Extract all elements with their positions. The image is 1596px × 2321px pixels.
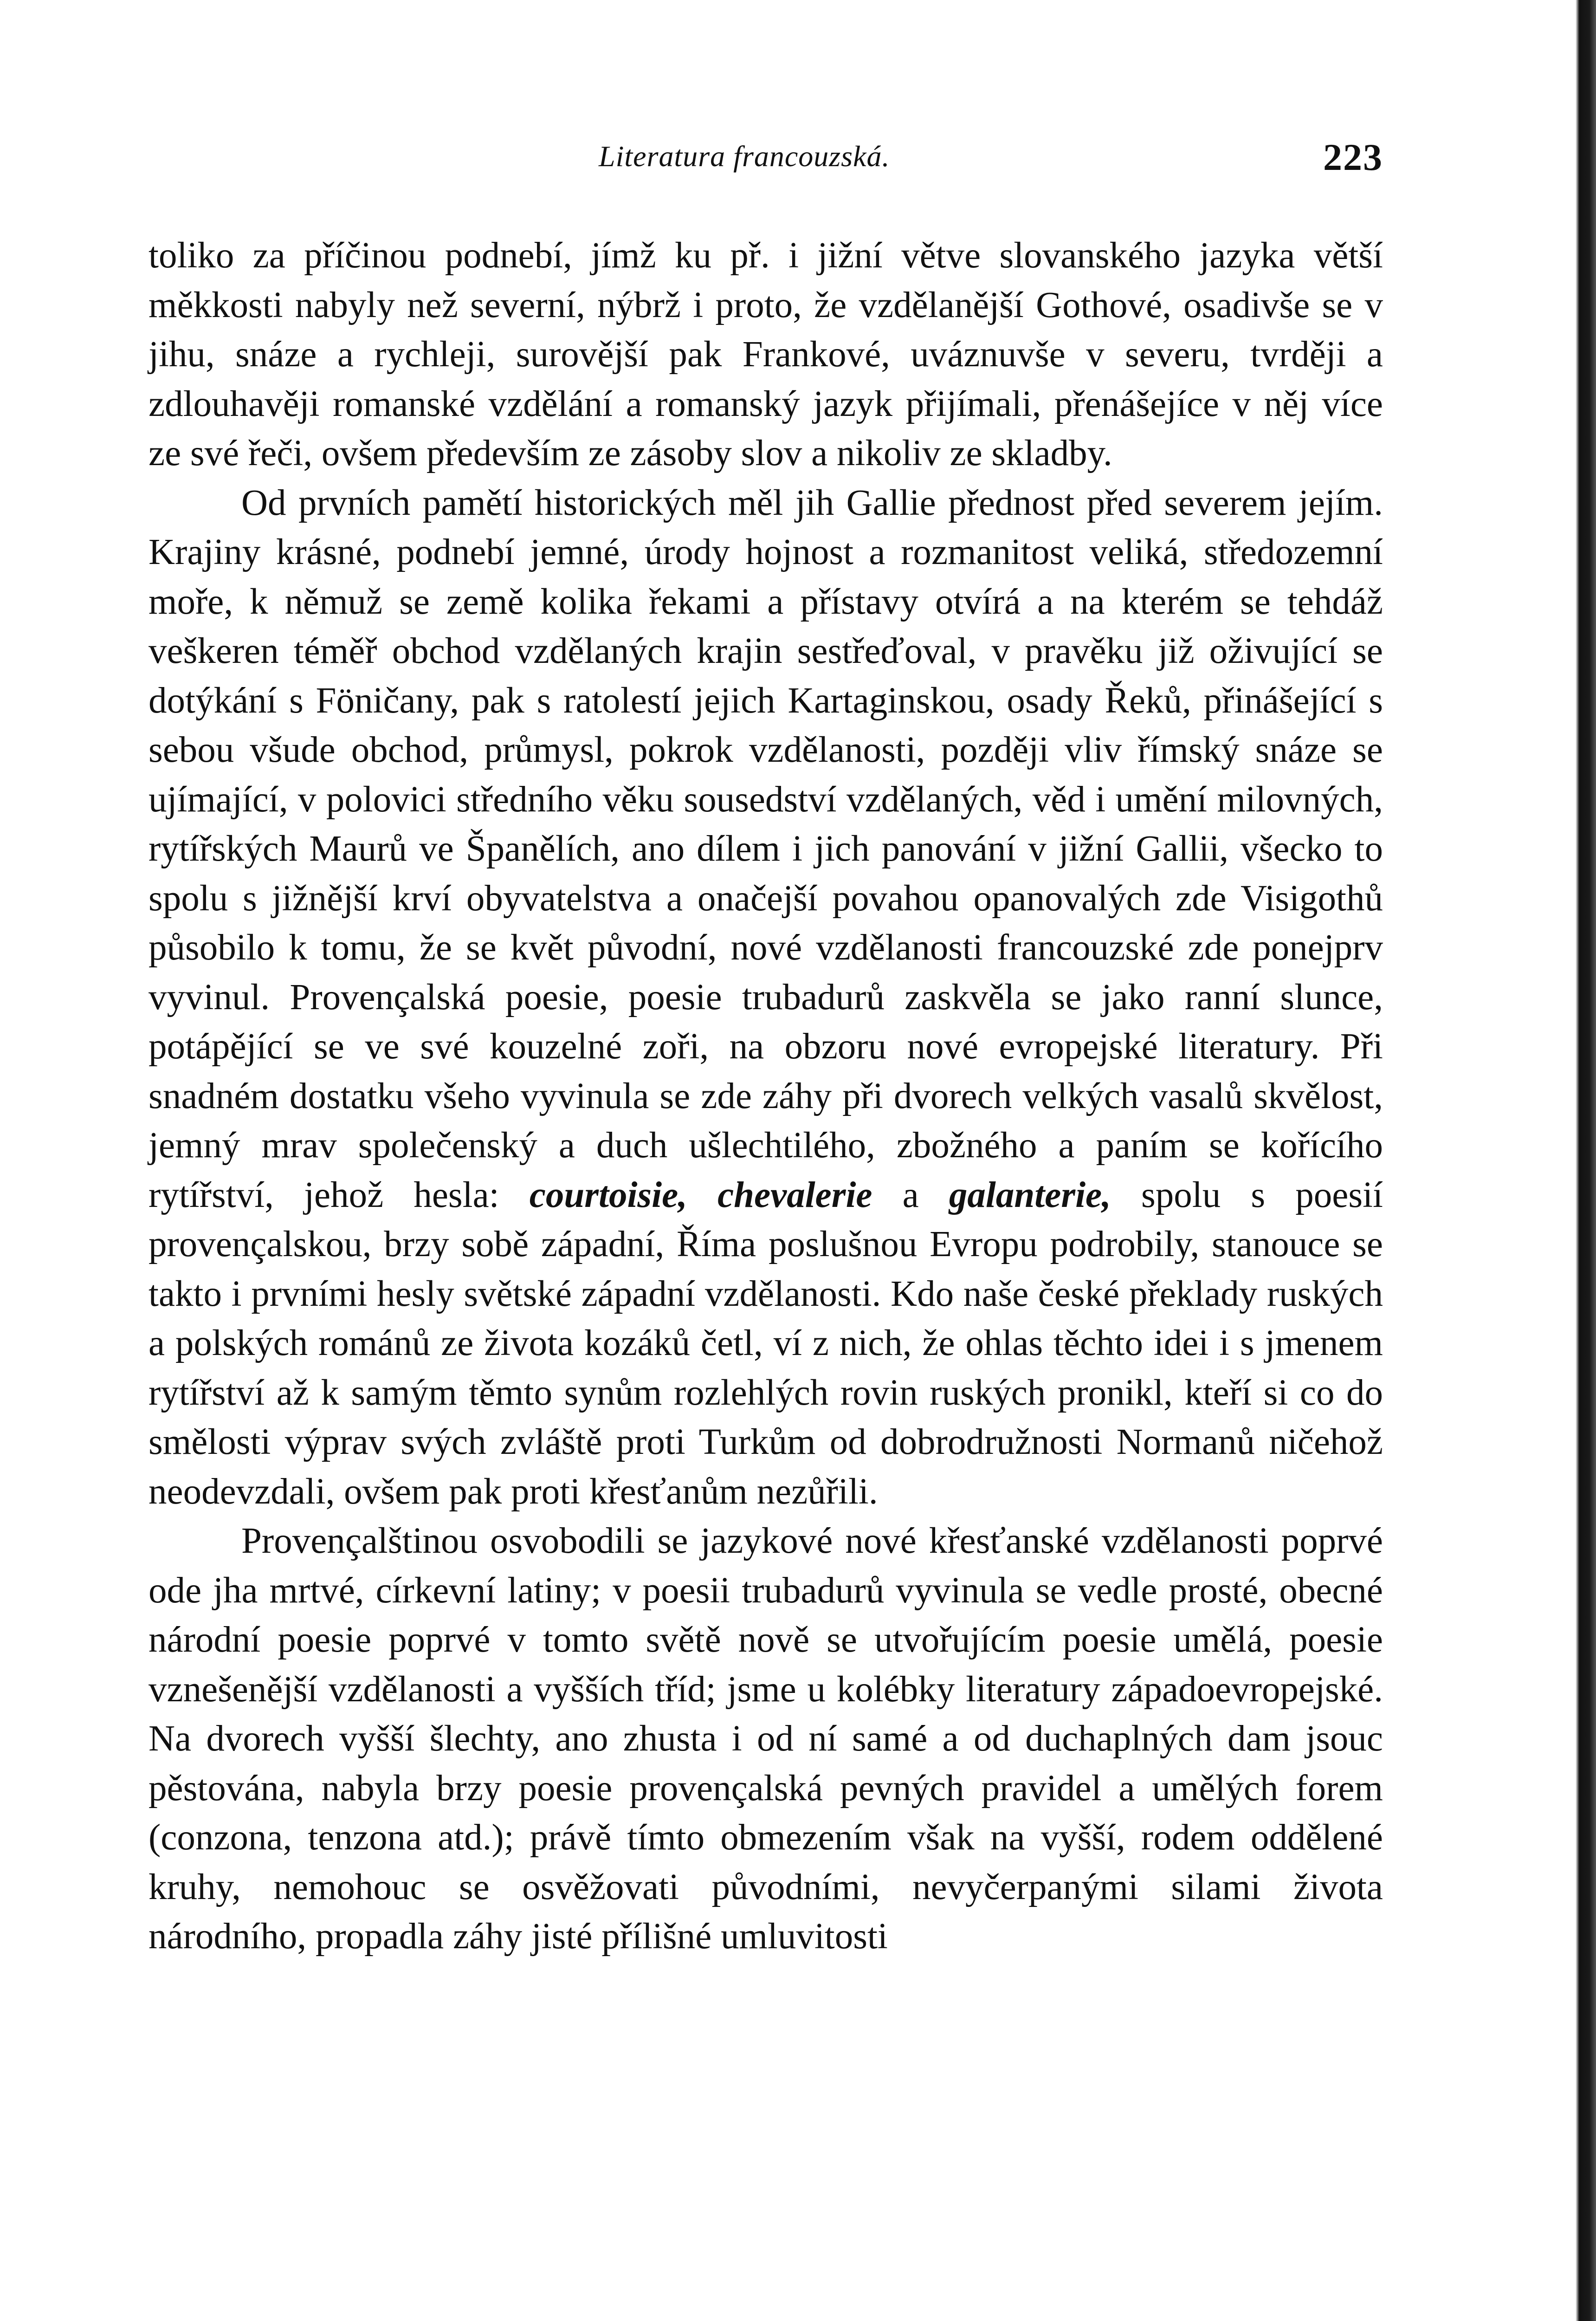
paragraph-text: Od prvních pamětí historických měl jih Gallie přednost před severem jejím. Krajiny krásné, podnebí jemné, úrody hojnost a rozmanitost veliká, středozemní moře, k němuž se země kolika řekami a přístavy otvírá a na kterém se tehdáž veškeren téměř obchod vzdělaných krajin sestřeďoval, v pravěku již oživující se dotýkání s Föničany, pak s ratolestí jejich Kartaginskou, osady Řeků, přinášející s sebou všude obchod, průmysl, pokrok vzdělanosti, později vliv římský snáze se ujímající, v polovici středního věku sousedství vzdělaných, věd i umění milovných, rytířských Maurů ve Španělích, ano dílem i jich panování v jižní Gallii, všecko to spolu s jižnější krví obyvatelstva a onačejší povahou opanovalých zde Visigothů působilo k tomu, že se květ původní, nové vzdělanosti francouzské zde ponejprv vyvinul. Provençalská poesie, poesie trubadurů zaskvěla se jako ranní slunce, potápějící se ve své kouzelné zoři, na obzoru nové evropejské literatury. Při snadném dostatku všeho vyvinula se zde záhy při dvorech velkých vasalů skvělost, jemný mrav společenský a duch ušlechtilého, zbožného a paním se kořícího rytířství, jehož hesla: bbox=[149, 482, 1383, 1215]
scan-edge bbox=[1576, 0, 1596, 2321]
paragraph-provencal: Provençalštinou osvobodili se jazykové nové křesťanské vzdělanosti poprvé ode jha mrtvé, církevní latiny; v poesii trubadurů vyvinula se vedle prosté, obecné národní poesie poprvé v tomto světě nově se utvořujícím poesie umělá, poesie vznešenější vzdělanosti a vyšších tříd; jsme u kolébky literatury západoevropejské. Na dvorech vyšší šlechty, ano zhusta i od ní samé a od duchaplných dam jsouc pěstována, nabyla brzy poesie provençalská pevných pravidel a umělých forem (conzona, tenzona atd.); právě tímto obmezením však na vyšší, rodem oddělené kruhy, nemohouc se osvěžovati původními, nevyčerpanými silami života národního, propadla záhy jisté přílišné umluvitosti bbox=[149, 1521, 1383, 1957]
running-head bbox=[149, 136, 1383, 190]
term-chevalerie: chevalerie bbox=[717, 1174, 872, 1215]
paragraph-gallie-south bbox=[149, 479, 1383, 1517]
paragraph-continuation: toliko za příčinou podnebí, jímž ku př. i jižní větve slovanského jazyka větší měkkosti nabyly než severní, nýbrž i proto, že vzdělanější Gothové, osadivše se v jihu, snáze a rychleji, surovější pak Frankové, uváznuvše v severu, tvrději a zdlouhavěji romanské vzdělání a romanský jazyk přijímali, přenášejíce v něj více ze své řeči, ovšem především ze zásoby slov a nikoliv ze skladby. bbox=[149, 235, 1383, 473]
page-body bbox=[149, 231, 1383, 1962]
paragraph-text: spolu s poesií provençalskou, brzy sobě západní, Říma poslušnou Evropu podrobily, stanouce se takto i prvními hesly světské západní vzdělanosti. Kdo naše české překlady ruských a polských románů ze života kozáků četl, ví z nich, že ohlas těchto idei i s jmenem rytířství až k samým těmto synům rozlehlých rovin ruských pronikl, kteří si co do smělosti výprav svých zvláště proti Turkům od dobrodružnosti Normanů ničehož neodevzdali, ovšem pak proti křesťanům nezůřili. bbox=[149, 1174, 1383, 1512]
paragraph-text: a bbox=[872, 1174, 949, 1215]
page-number: 223 bbox=[1323, 136, 1383, 178]
term-courtoisie: courtoisie, bbox=[529, 1174, 687, 1215]
book-page bbox=[149, 0, 1383, 2321]
term-galanterie: galanterie, bbox=[949, 1174, 1111, 1215]
running-title: Literatura francouzská. bbox=[599, 140, 890, 173]
